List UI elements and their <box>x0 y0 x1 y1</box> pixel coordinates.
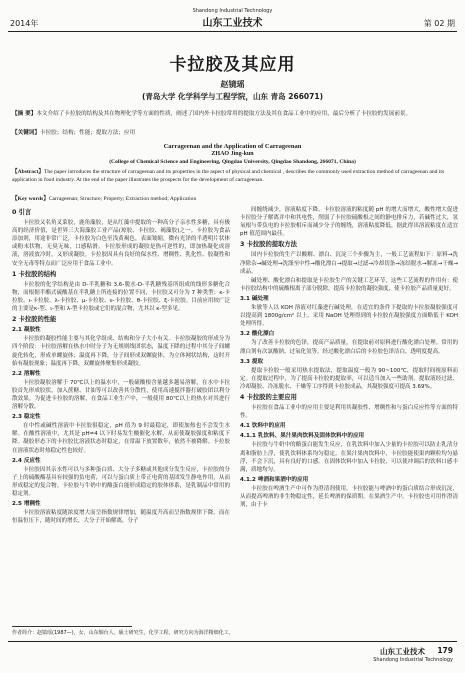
page-number: 179 <box>437 646 453 655</box>
section-heading: 2.1 凝胶性 <box>12 327 41 334</box>
header-year: 2014年 <box>10 19 39 28</box>
section-heading: 3 卡拉胶的提取方法 <box>240 241 297 249</box>
body-paragraph: 卡拉胶在啤酒生产中可作为澄清剂使用，卡拉胶能与啤酒中的蛋白质结合形成沉淀，从而提高啤酒的非生物稳定性，延长啤酒的保质期。在果酒生产中，卡拉胶也可用作澄清剂，由于卡 <box>240 485 458 509</box>
author-en: ZHAO Jing-kun <box>211 151 254 157</box>
body-paragraph: 卡拉胶凝胶溶解于 70℃以上的温水中，一般硫酸根含量越多越易溶解，在水中卡拉胶首先形成胶状，加入蔗糖、甘油等可以改善其分散性，使用高速搅拌器打破胶团以利分散效果。为促进卡拉胶的溶解，在食品工业生产中，一般使用 80℃以上的热水对其进行溶解分散。 <box>12 379 230 411</box>
section-heading: 2.5 增稠性 <box>12 501 41 508</box>
body-paragraph: 卡拉胶与牛奶中的酪蛋白能发生反应，在乳饮料中加入少量的卡拉胶可以防止乳清分离和脂肪上浮，使乳饮料体系均匀稳定。在果汁果肉饮料中，卡拉胶能使果肉颗粒均匀悬浮，不会下沉，具有良好的口感。在固体饮料中加入卡拉胶，可以使冲调后的饮料口感丰满，质地均匀。 <box>240 442 458 473</box>
footer-journal-cn: 山东工业技术 <box>380 647 425 656</box>
abstract-cn-text: 本文介绍了卡拉胶的结构及其在物理化学等方面的性质，阐述了国内外卡拉胶常用的提取方法及其在食品工业中的应用，最后分析了卡拉胶的发展前景。 <box>36 111 412 117</box>
keywords-cn-label: 【关键词】 <box>12 130 40 136</box>
body-paragraph: 提取卡拉胶一般采用热水提取法，提取温度一般为 90~100℃，提取时间视原料而定。在提取过程中，为了提高卡拉胶的提取率，可以适当加入一些助剂。提取液经过滤、冷却凝胶、冷冻脱水、干燥等工序得到卡拉胶成品，其凝胶强度可提高 3.69%。 <box>240 367 458 390</box>
body-paragraph: 为了改善卡拉胶的色泽，提高产品质量，在提取前对原料进行酸化漂白处理。常用的漂白剂有次氯酸钠、过氧化氢等。经过酸化漂白后的卡拉胶色泽洁白，透明度提高。 <box>240 340 458 355</box>
keywords-en-label: 【Key words】 <box>12 196 49 202</box>
section-heading: 0 引言 <box>12 209 32 216</box>
header-issue: 第 02 期 <box>423 19 455 28</box>
abstract-cn-label: 【摘 要】 <box>12 111 37 117</box>
section-heading: 3.3 提取 <box>240 358 264 365</box>
section-heading: 2.3 稳定性 <box>12 414 41 421</box>
header-rule <box>8 31 457 32</box>
keywords-cn <box>12 128 452 136</box>
section-heading: 3.1 碱处理 <box>240 295 269 302</box>
footer-journal-en: Shandong Industrial Technology <box>373 657 453 663</box>
section-heading: 4.1 饮料中的应用 <box>240 423 286 430</box>
affiliation-cn: (青岛大学 化学科学与工程学院，山东 青岛 266071) <box>142 92 323 101</box>
section-heading: 4 卡拉胶的主要应用 <box>240 393 297 401</box>
body-paragraph: 碱处理、酸化漂白和提取是卡拉胶生产的关键工艺环节，这些工艺流程的作用有：使卡拉胶结构中的硫酸根离子部分脱除，提高卡拉胶的凝胶强度，使卡拉胶产品质量更好。 <box>240 277 458 292</box>
section-heading: 4.1.1 乳饮料、果汁果肉饮料及固体饮料中的应用 <box>240 433 365 440</box>
abstract-en-text: The paper introduces the structure of carrageenan and its properties in the aspect of physical and chemical , describes the commonly used extraction method of carrageenan and its application in food industry. At the end of the paper illustrates the prospects for the development of carrageenan. <box>12 169 445 183</box>
section-heading: 4.1.2 啤酒和果酒中的应用 <box>240 476 309 483</box>
keywords-en-text: Carrageenan; Structure; Property; Extraction method; Application <box>48 196 197 202</box>
abstract-cn <box>12 110 452 119</box>
body-paragraph: 卡拉胶又名角叉菜胶，鹿角藻胶，是从红藻中提取的一种高分子亲水性多糖，具有极高的经济价值，是世界三大海藻胶工业产品(琼胶、卡拉胶、褐藻胶)之一。卡拉胶为食品添加剂，用途非常广泛，卡拉胶为白色至浅黄褐色，表面皱缩，微有光泽的半透明片状体或粉末状物，无臭无味，口感粘滑。卡拉胶形成的凝胶是热可逆性的，即加热凝化成溶液，溶液放冷时，又形成凝胶。卡拉胶因具有良好的保水性、增稠性、乳化性、胶凝性和安全无毒等特点而广泛应用于食品工业中。 <box>12 220 230 267</box>
keywords-en <box>12 194 452 202</box>
body-paragraph: 朱敏等人以 KOH 溶液对红藻进行碱处理，在适宜的条件下提取的卡拉胶凝胶强度可以提高到 1800g/cm² 以上。采用 NaOH 处理得到的卡拉胶在凝胶强度方面略低于 KOH 处理所得。 <box>240 305 458 328</box>
body-paragraph: 卡拉胶的凝胶性能主要与其化学组成、结构和分子大小有关。卡拉胶凝胶的形成分为四个阶段：卡拉胶溶解在热水中时分子为无规则线团状态，温度下降的过程中其分子间螺旋化转化，形成单螺旋体；温度再下降，分子间形成双螺旋体，为立体网状结构，这时开始有凝胶现象；温度再下降，双螺旋体聚集形成凝胶。 <box>12 336 230 367</box>
section-heading: 3.2 酸化漂白 <box>240 331 275 338</box>
body-paragraph: 卡拉胶溶液粘度随浓度增大而呈指数规律增加，随温度升高而呈指数规律下降。而在恒温恒压下，随时间的增长，大分子开始解离，分子 <box>12 510 230 525</box>
section-heading: 2 卡拉胶的性能 <box>12 316 57 324</box>
article-title-en: Carrageenan and the Application of Carrageenan <box>163 143 302 150</box>
body-paragraph: 卡拉胶的化学结构是由 D-半乳糖和 3,6-脱水-D-半乳糖残基所组成的线形多糖化合物，而根据半酯式硫酸基在半乳糖上所连接的位置不同，卡拉胶又可分为 7 种类型：κ-卡拉胶、ι-卡拉胶、λ-卡拉胶、μ-卡拉胶、ν-卡拉胶、θ-卡拉胶、ξ-卡拉胶。目前应用较广泛的主要是κ-型、ι-型和 λ-型卡拉胶或它们的混合物，尤其以 κ-型多见。 <box>12 281 230 313</box>
body-paragraph: 国内卡拉胶的生产以酸解、漂白、沉淀三个步骤为主，一般工艺流程如下：原料→洗净除杂→碱处理→洗涤至中性→酸化漂白→提取→过滤→冷却切条→冻结脱水→解冻→干燥→成品。 <box>240 252 458 275</box>
body-paragraph: 卡拉胶因其亲水性可以与多种蛋白质、大分子多糖或其他成分发生反应，卡拉胶的分子上的硫酸酯基具有较强的负电荷，可以与蛋白质上带正电荷的基团发生静电作用，从而形成稳定的复合物。卡拉胶与牛奶中的酪蛋白能形成稳定的胶体体系，是乳制品中常用的稳定剂。 <box>12 466 230 497</box>
abstract-en-label: 【Abstract】 <box>12 169 45 175</box>
article-title-cn: 卡拉胶及其应用 <box>169 55 296 75</box>
keywords-cn-text: 卡拉胶；结构；性能；提取方法；应用 <box>39 130 136 136</box>
body-paragraph: 在中性或碱性溶液中卡拉胶很稳定，pH 值为 9 时最稳定，即使加热也不会发生水解。在酸性溶液中，尤其是 pH=4 以下时易发生酸催化水解，从而使凝胶强度和粘度下降。凝胶形态下的卡拉胶比溶液状态时稳定，在常温下放置数年，依然不被降解。卡拉胶在溶液状态时热稳定性也较好。 <box>12 423 230 454</box>
header-journal-cn: 山东工业技术 <box>202 18 263 29</box>
section-heading: 2.2 溶解性 <box>12 370 41 377</box>
body-column-right <box>240 206 458 510</box>
header-journal-en: Shandong Industrial Technology <box>192 8 273 14</box>
affiliation-en: (College of Chemical Science and Engineering, Qingdao University, Qingdao Shandong, 266071, China) <box>109 159 356 165</box>
abstract-en <box>12 168 452 184</box>
body-paragraph: 间缠绕减少，溶液粘度下降。卡拉胶溶液的粘度随 pH 的增大而增大，酸性增大促进卡拉胶分子解离并中和其电性，削弱了卡拉胶硫酸根之间的静电排斥力，若碱性过大，氢氧根与带负电的卡拉胶相斥而减少分子的缠绕，溶液粘度降低，据此得出溶液粘度在适宜 pH 值范围内最佳。 <box>240 207 458 238</box>
section-heading: 1 卡拉胶的结构 <box>12 270 57 278</box>
author-footnote: 作者简介：赵镜瑶(1987—)，女，山东烟台人，硕士研究生，化学工程，研究方向为海洋精细化工。 <box>12 630 234 636</box>
section-heading: 2.4 反应性 <box>12 457 41 464</box>
author-cn: 赵镜瑶 <box>220 80 245 89</box>
footer-rule <box>8 641 457 642</box>
footnote-rule <box>12 626 132 627</box>
body-column-left <box>12 206 230 526</box>
body-paragraph: 卡拉胶在食品工业中的应用主要是利用其凝胶性、增稠性和与蛋白反应性等方面的特性。 <box>240 405 458 420</box>
